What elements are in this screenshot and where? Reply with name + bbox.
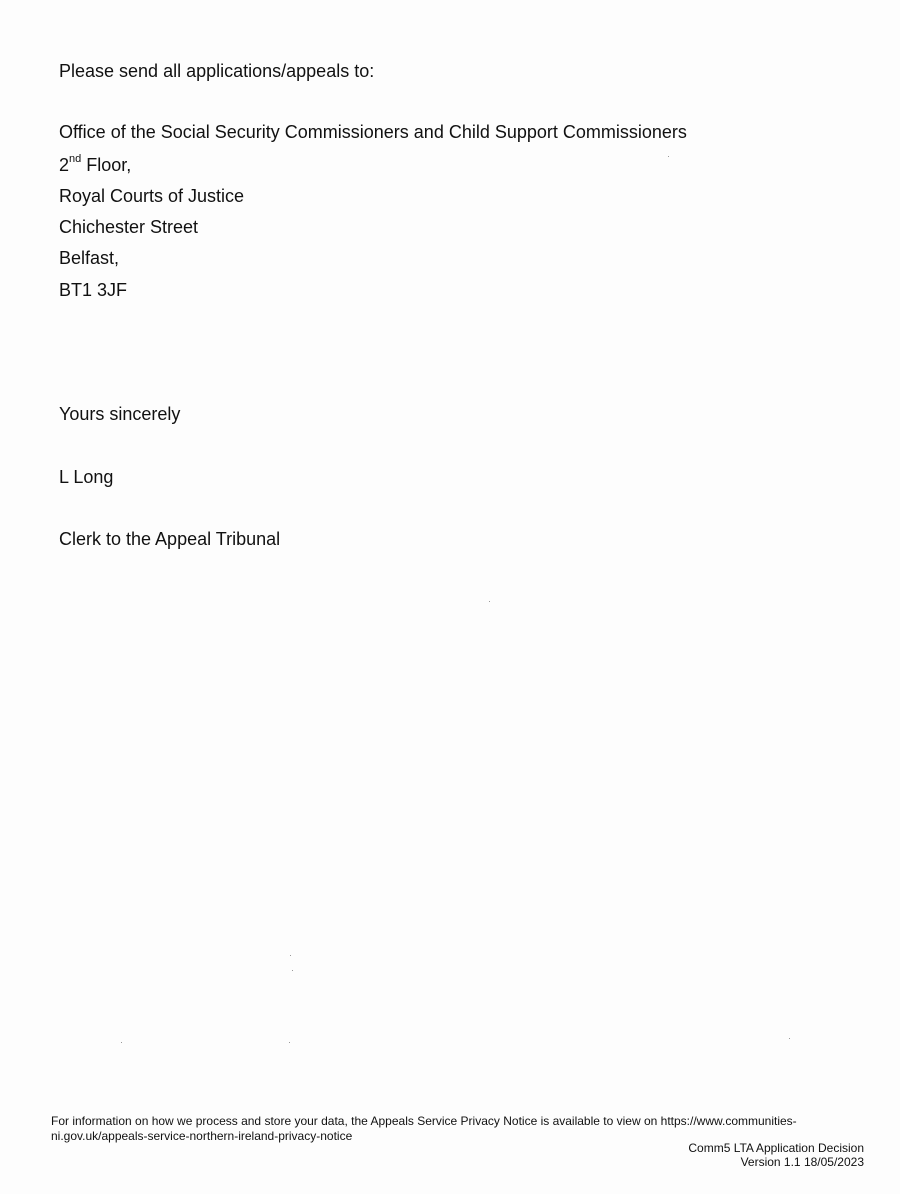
floor-number: 2 bbox=[59, 155, 70, 175]
document-name: Comm5 LTA Application Decision bbox=[688, 1141, 864, 1155]
scan-speck bbox=[289, 1042, 290, 1043]
address-street: Chichester Street bbox=[59, 217, 199, 237]
signatory-name: L Long bbox=[59, 467, 114, 487]
scan-speck bbox=[489, 601, 490, 602]
privacy-notice bbox=[51, 1114, 811, 1144]
valediction: Yours sincerely bbox=[59, 404, 181, 424]
scan-speck bbox=[121, 1042, 122, 1043]
privacy-notice-line-1: For information on how we process and store your data, the Appeals Service Privacy Notice is available to view on https://www.communities- bbox=[51, 1114, 797, 1128]
floor-text: Floor, bbox=[81, 155, 132, 175]
scan-speck bbox=[290, 955, 291, 956]
privacy-notice-line-2: ni.gov.uk/appeals-service-northern-ireland-privacy-notice bbox=[51, 1129, 353, 1143]
document-version: Version 1.1 18/05/2023 bbox=[740, 1155, 864, 1169]
send-instructions-heading: Please send all applications/appeals to: bbox=[59, 61, 375, 81]
address-building: Royal Courts of Justice bbox=[59, 186, 245, 206]
scan-speck bbox=[789, 1038, 790, 1039]
scan-speck bbox=[668, 156, 669, 157]
document-version-block bbox=[688, 1141, 864, 1169]
address-floor bbox=[59, 154, 131, 176]
address-postcode: BT1 3JF bbox=[59, 280, 128, 300]
address-office: Office of the Social Security Commissioners and Child Support Commissioners bbox=[59, 122, 687, 142]
address-city: Belfast, bbox=[59, 248, 120, 268]
scan-speck bbox=[292, 970, 293, 971]
signatory-role: Clerk to the Appeal Tribunal bbox=[59, 529, 281, 549]
floor-suffix: nd bbox=[69, 153, 82, 165]
